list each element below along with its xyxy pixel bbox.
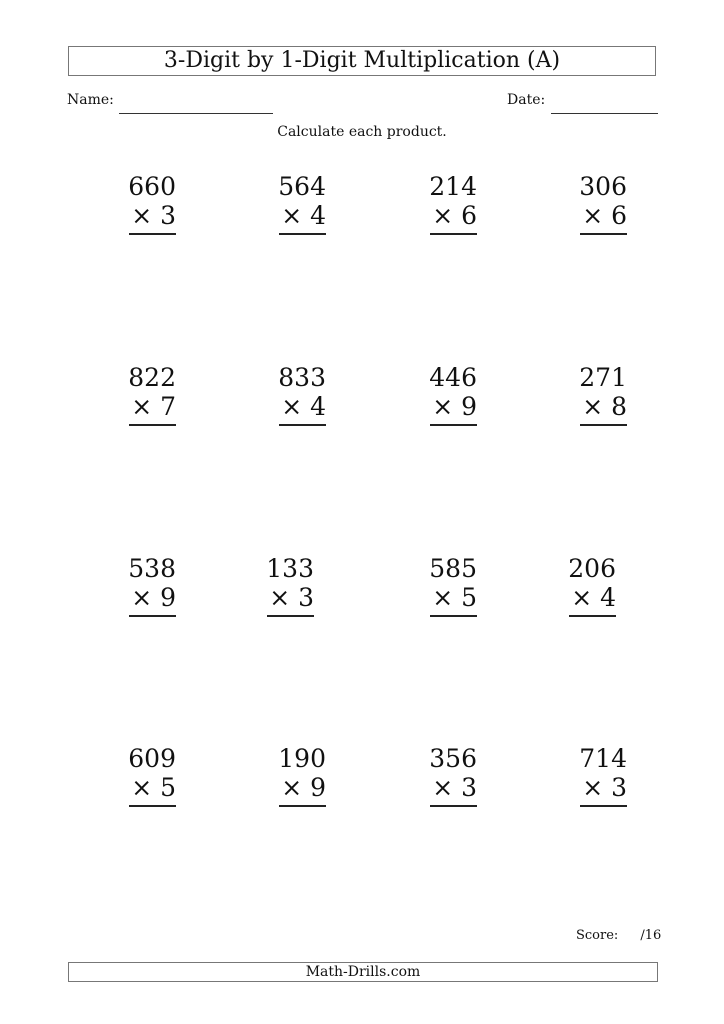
answer-line[interactable] [129, 424, 176, 426]
answer-line[interactable] [580, 805, 627, 807]
worksheet-title: 3-Digit by 1-Digit Multiplication (A) [163, 48, 561, 73]
multiplier: × 3 [269, 583, 314, 612]
problem-2 [216, 172, 326, 235]
site-credit: Math-Drills.com [305, 964, 421, 980]
worksheet-title-box [68, 46, 656, 76]
multiplier: × 7 [131, 392, 176, 421]
multiplicand: 714 [579, 744, 627, 773]
multiplicand: 306 [579, 172, 627, 201]
answer-line[interactable] [279, 424, 326, 426]
answer-line[interactable] [129, 615, 176, 617]
answer-line[interactable] [279, 233, 326, 235]
problem-4 [517, 172, 627, 235]
multiplicand: 585 [429, 554, 477, 583]
problem-13 [66, 744, 176, 807]
answer-line[interactable] [430, 805, 477, 807]
multiplicand: 660 [128, 172, 176, 201]
multiplier: × 4 [281, 392, 326, 421]
answer-line[interactable] [430, 615, 477, 617]
multiplier: × 3 [432, 773, 477, 802]
answer-line[interactable] [580, 233, 627, 235]
multiplier: × 9 [281, 773, 326, 802]
multiplier: × 8 [582, 392, 627, 421]
date-line[interactable] [551, 113, 658, 114]
multiplicand: 609 [128, 744, 176, 773]
multiplicand: 271 [579, 363, 627, 392]
problem-9 [66, 554, 176, 617]
multiplicand: 564 [278, 172, 326, 201]
problem-11 [367, 554, 477, 617]
multiplicand: 538 [128, 554, 176, 583]
problem-16 [517, 744, 627, 807]
multiplier: × 6 [432, 201, 477, 230]
multiplier: × 4 [571, 583, 616, 612]
multiplicand: 446 [429, 363, 477, 392]
answer-line[interactable] [267, 615, 314, 617]
name-line[interactable] [119, 113, 273, 114]
multiplier: × 4 [281, 201, 326, 230]
multiplicand: 822 [128, 363, 176, 392]
multiplier: × 9 [131, 583, 176, 612]
multiplicand: 356 [429, 744, 477, 773]
multiplier: × 3 [131, 201, 176, 230]
score [576, 928, 661, 943]
multiplicand: 133 [266, 554, 314, 583]
answer-line[interactable] [129, 233, 176, 235]
problem-15 [367, 744, 477, 807]
problem-3 [367, 172, 477, 235]
multiplier: × 5 [131, 773, 176, 802]
answer-line[interactable] [569, 615, 616, 617]
answer-line[interactable] [279, 805, 326, 807]
problem-12 [506, 554, 616, 617]
multiplicand: 190 [278, 744, 326, 773]
problem-7 [367, 363, 477, 426]
answer-line[interactable] [129, 805, 176, 807]
footer-box [68, 962, 658, 982]
problem-5 [66, 363, 176, 426]
multiplicand: 833 [278, 363, 326, 392]
multiplier: × 3 [582, 773, 627, 802]
score-label: Score: [576, 928, 619, 943]
score-total: /16 [640, 928, 662, 943]
multiplicand: 214 [429, 172, 477, 201]
multiplier: × 6 [582, 201, 627, 230]
problem-8 [517, 363, 627, 426]
problem-14 [216, 744, 326, 807]
multiplier: × 9 [432, 392, 477, 421]
answer-line[interactable] [430, 424, 477, 426]
multiplicand: 206 [568, 554, 616, 583]
answer-line[interactable] [580, 424, 627, 426]
problem-1 [66, 172, 176, 235]
answer-line[interactable] [430, 233, 477, 235]
multiplier: × 5 [432, 583, 477, 612]
problem-6 [216, 363, 326, 426]
name-label: Name: [67, 92, 114, 108]
date-label: Date: [507, 92, 546, 108]
instructions: Calculate each product. [277, 124, 447, 140]
problem-10 [204, 554, 314, 617]
